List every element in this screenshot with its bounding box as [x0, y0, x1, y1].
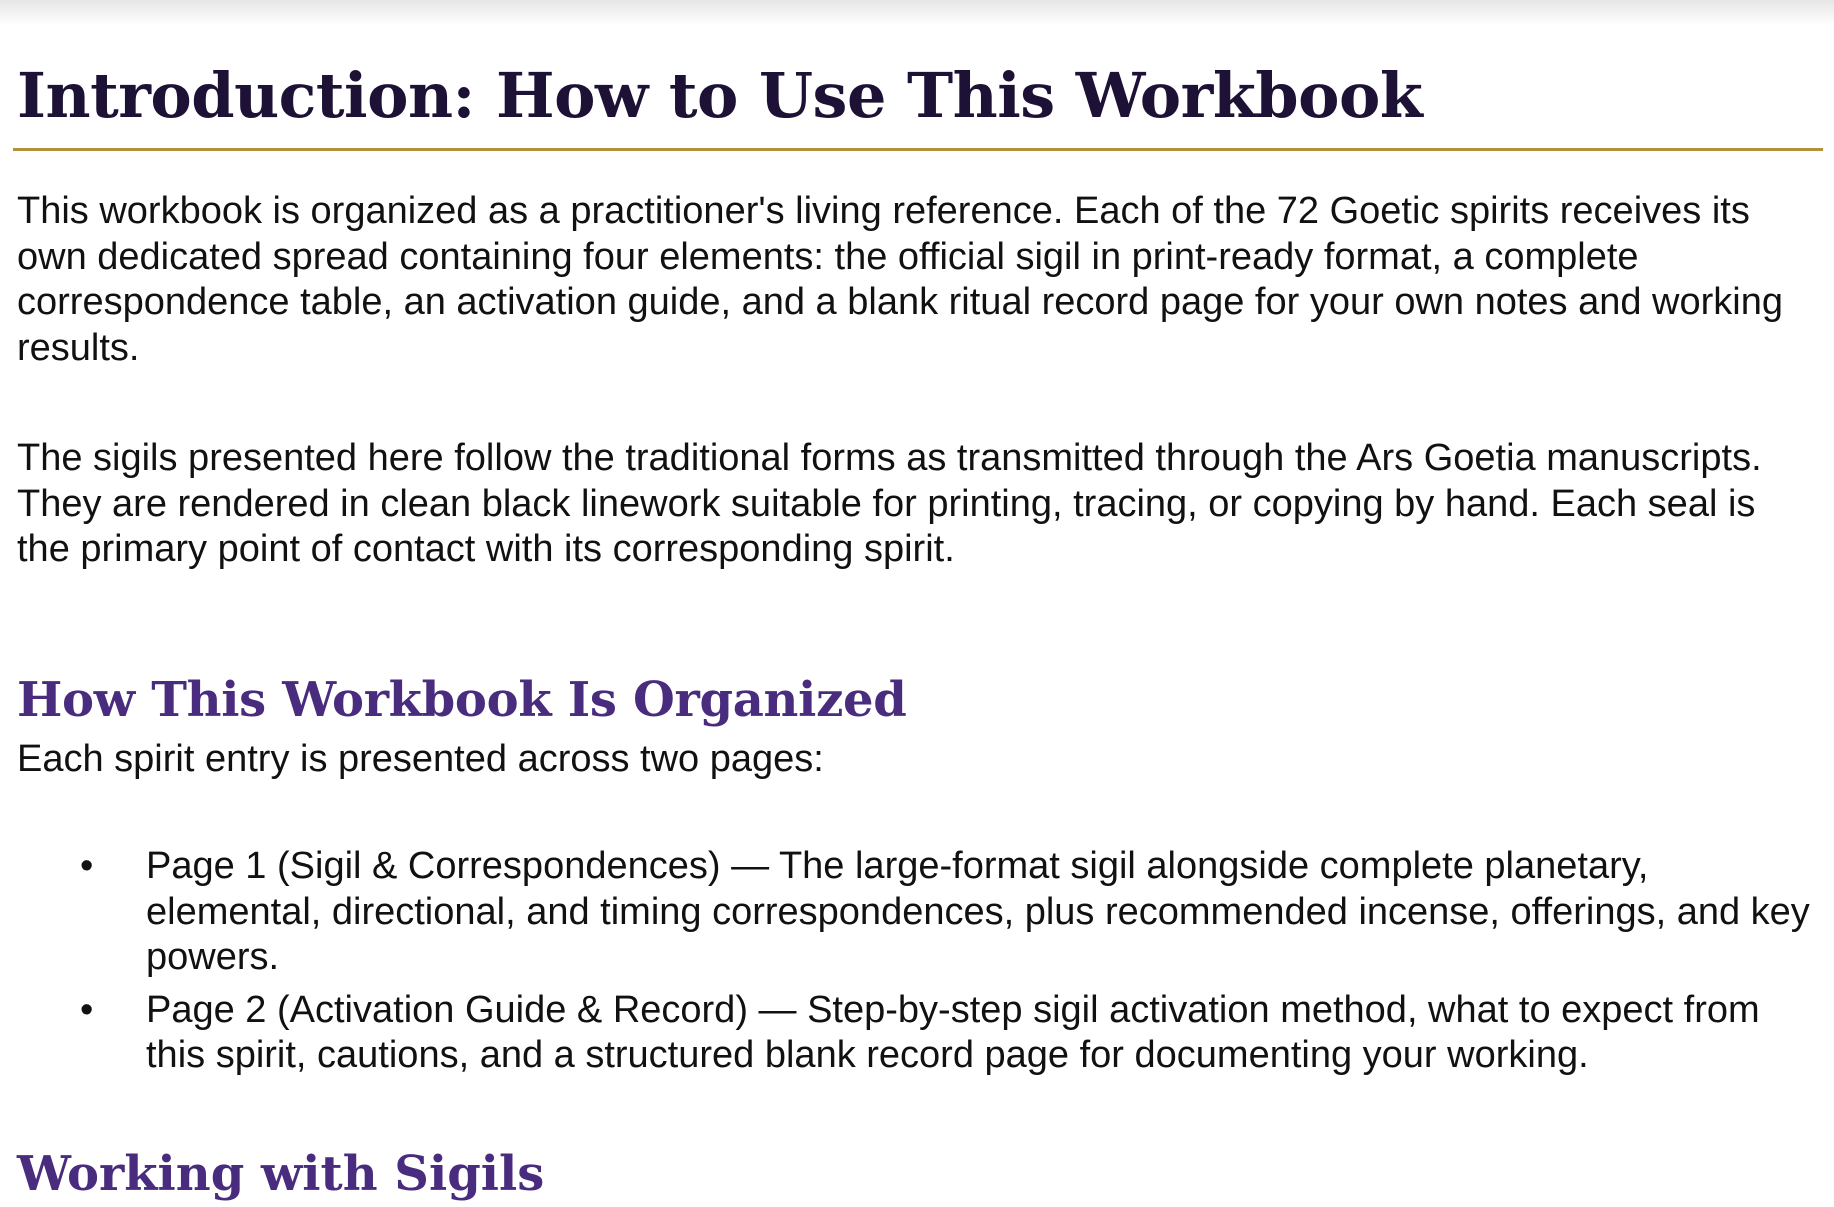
list-item	[17, 988, 1817, 1079]
page-structure-list	[17, 844, 1817, 1079]
section-heading-working-with-sigils: Working with Sigils	[17, 1145, 545, 1202]
list-item	[17, 844, 1817, 981]
list-item-text: Page 1 (Sigil & Correspondences) — The large-format sigil alongside complete planetary, elemental, directional, and timing correspondences, plus recommended incense, offerings, and key powers.	[146, 845, 1810, 978]
bullet-icon: •	[80, 845, 94, 887]
intro-paragraph-2: The sigils presented here follow the traditional forms as transmitted through the Ars Goetia manuscripts. They are rendered in clean black linework suitable for printing, tracing, or copying by hand. Each seal is the primary point of contact with its corresponding spirit.	[17, 437, 1762, 570]
page-title: Introduction: How to Use This Workbook	[17, 59, 1423, 132]
intro-paragraph-1: This workbook is organized as a practitioner's living reference. Each of the 72 Goetic spirits receives its own dedicated spread containing four elements: the official sigil in print-ready format, a complete correspondence table, an activation guide, and a blank ritual record page for your own notes and working results.	[17, 190, 1783, 369]
title-divider	[13, 148, 1823, 151]
top-edge-shadow	[0, 0, 1834, 26]
list-item-text: Page 2 (Activation Guide & Record) — Step-by-step sigil activation method, what to expect from this spirit, cautions, and a structured blank record page for documenting your working.	[146, 988, 1760, 1076]
section-heading-organized: How This Workbook Is Organized	[17, 671, 907, 728]
document-page	[17, 52, 1817, 1207]
bullet-icon: •	[80, 988, 94, 1031]
section-lead: Each spirit entry is presented across two pages:	[17, 737, 824, 780]
